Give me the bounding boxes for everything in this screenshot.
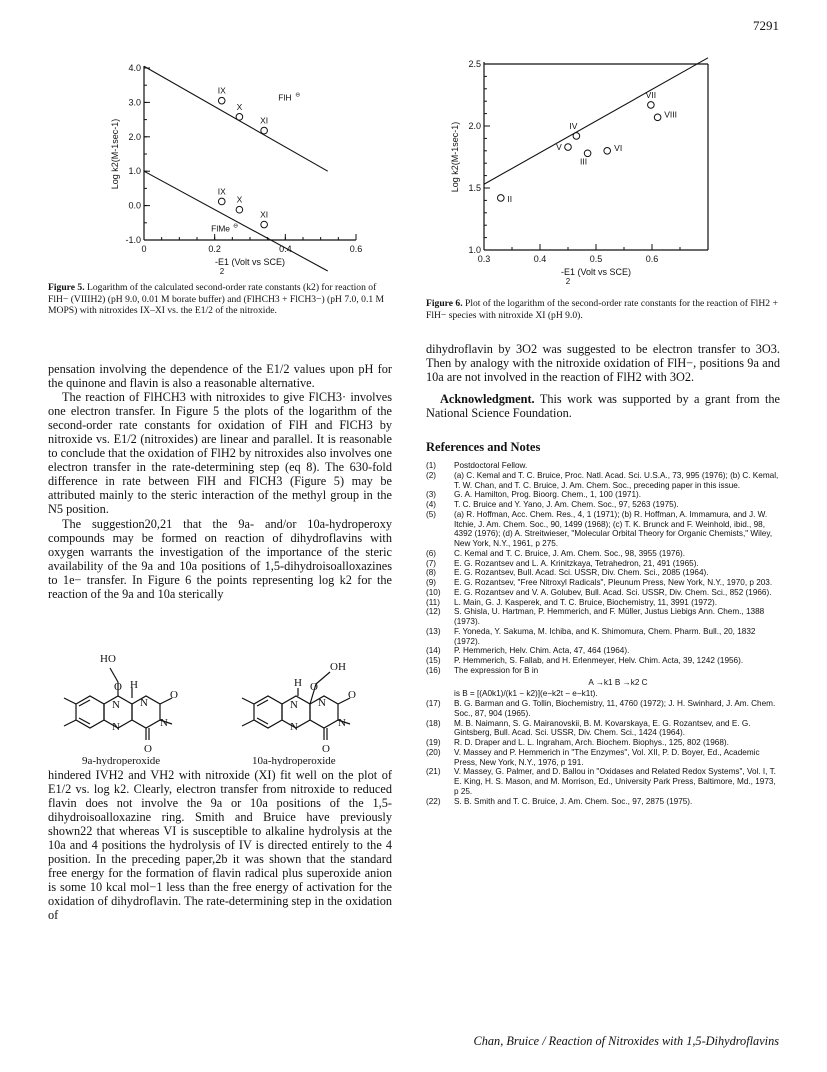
paragraph: pensation involving the dependence of the E1/2 values upon pH for the quinone and flavin is also a reasonable alternative. [48, 362, 392, 391]
reference-text: (a) R. Hoffman, Acc. Chem. Res., 4, 1 (1971); (b) R. Hoffman, A. Immamura, and J. W. Itchie, J. Am. Chem. Soc., 90, 1499 (1968); (c) T. K. Brunck and F. Weinhold, ibid., 98, 4392 (1976); (d) A. Streitwieser, "Molecular Orbital Theory for Organic Chemists," Wiley, New York, N.Y., 1961, p 275. [454, 509, 773, 548]
reference-number: (14) [426, 646, 441, 656]
data-point [261, 221, 268, 228]
left-column-text-continued [48, 768, 392, 923]
reference-item [426, 627, 782, 647]
reference-text: E. G. Rozantsev and L. A. Krinitzkaya, Tetrahedron, 21, 491 (1965). [454, 558, 699, 568]
data-point [236, 206, 243, 213]
x-axis-label-subscript: 2 [219, 267, 225, 276]
x-tick-label: 0.3 [477, 254, 491, 264]
series-label-flh-charge: ⊖ [295, 92, 301, 99]
label-h: H [130, 679, 138, 691]
reference-number: (10) [426, 587, 441, 597]
reference-item [426, 699, 782, 719]
figure-6-caption-label: Figure 6. [426, 298, 463, 309]
paragraph: The reaction of FlHCH3 with nitroxides to give FlCH3· involves one electron transfer. In Figure 5 the plots of the logarithm of the second-order rate constants for oxidation of FlH and FlCH3 by nitroxide vs. E1/2 (nitroxides) are linear and parallel. It is reasonable to conclude that the oxidation of FlH2 by nitroxides also involves one electron transfer in the rate-determining step (eq 8). The 630-fold difference in rate between FlH and FlCH3 (Figure 5) may be attributed mainly to the steric interaction of the methyl group in the N5 position. [48, 390, 392, 517]
x-tick-label: 0.4 [533, 254, 547, 264]
reference-item [426, 559, 782, 569]
reference-item [426, 646, 782, 656]
reference-item [426, 767, 782, 796]
reference-item [426, 490, 782, 500]
point-label: VI [614, 142, 623, 153]
data-point [604, 148, 611, 155]
y-tick-label: 1.0 [468, 245, 481, 255]
reference-number: (16) [426, 665, 441, 675]
reference-item [426, 568, 782, 578]
figure-6-caption [426, 298, 781, 321]
point-label: IV [569, 120, 578, 131]
label-o: O [348, 689, 356, 701]
paragraph: The suggestion20,21 that the 9a- and/or 10a-hydroperoxy compounds may be formed on reaction of dihydroflavins with oxygen warrants the investigation of the importance of the steric availability of the 9a and 10a positions of 1,5-dihydroisoalloxazines to 1e− transfer. In Figure 6 the points representing log k2 for the reaction of the 9a and 10a sterically [48, 516, 392, 601]
figure-5-caption-label: Figure 5. [48, 282, 85, 293]
structure-label-9a: 9a-hydroperoxide [82, 755, 161, 766]
reference-16-continuation: is B = [(A0k1)/(k1 − k2)](e−k2t − e−k1t). [454, 689, 598, 699]
fit-line [144, 171, 328, 271]
y-axis-label: Log k2(M-1sec-1) [450, 121, 460, 193]
reference-item [426, 666, 782, 676]
label-n: N [112, 721, 120, 733]
reference-number: (3) [426, 490, 437, 500]
data-point [654, 114, 661, 121]
reference-text: P. Hemmerich, Helv. Chim. Acta, 47, 464 (1964). [454, 646, 630, 656]
reference-number: (4) [426, 500, 437, 509]
reference-number: (7) [426, 558, 437, 568]
reference-item [426, 719, 782, 739]
reference-number: (20) [426, 747, 441, 757]
reference-text: F. Yoneda, Y. Sakuma, M. Ichiba, and K. Shimomura, Chem. Pharm. Bull., 20, 1832 (1972). [454, 626, 756, 646]
figure-5-caption [48, 282, 393, 317]
reference-text: L. Main, G. J. Kasperek, and T. C. Bruice, Biochemistry, 11, 3991 (1972). [454, 597, 718, 607]
reference-item [426, 607, 782, 627]
reference-number: (18) [426, 718, 441, 728]
reference-number: (22) [426, 796, 441, 806]
label-n: N [290, 721, 298, 733]
label-o: O [310, 681, 318, 693]
fit-line [484, 58, 708, 184]
point-label: IX [217, 85, 226, 96]
structure-label-10a: 10a-hydroperoxide [252, 755, 336, 766]
series-label-flme: FlMe [211, 223, 231, 234]
references-list [426, 461, 782, 806]
x-tick-label: 0.5 [589, 254, 603, 264]
reference-text: (a) C. Kemal and T. C. Bruice, Proc. Natl. Acad. Sci. U.S.A., 73, 995 (1976); (b) C. Kemal, T. W. Chan, and T. C. Bruice, J. Am. Chem. Soc., preceding paper in this issue. [454, 470, 779, 490]
x-tick-label: 0.6 [645, 254, 659, 264]
reference-number: (15) [426, 656, 441, 665]
y-tick-label: 2.0 [128, 131, 141, 142]
y-tick-label: 1.0 [128, 166, 141, 177]
reference-text: Postdoctoral Fellow. [454, 461, 528, 470]
label-o: O [144, 743, 152, 755]
label-o: O [170, 689, 178, 701]
reference-text: E. G. Rozantsev, Bull. Acad. Sci. USSR, Div. Chem. Sci., 2085 (1964). [454, 568, 709, 578]
running-footer: Chan, Bruice / Reaction of Nitroxides with 1,5-Dihydroflavins [473, 1034, 779, 1048]
point-label: IX [217, 186, 226, 197]
label-n: N [318, 697, 326, 709]
reference-item [426, 588, 782, 598]
reference-number: (11) [426, 597, 440, 607]
reference-number: (1) [426, 461, 437, 470]
reference-text: P. Hemmerich, S. Fallab, and H. Erlenmeyer, Helv. Chim. Acta, 39, 1242 (1956). [454, 656, 744, 665]
reference-item [426, 797, 782, 807]
label-o: O [114, 681, 122, 693]
point-label: X [236, 194, 243, 205]
reference-text: B. G. Barman and G. Tollin, Biochemistry, 11, 4760 (1972); J. H. Swinhard, J. Am. Chem. Soc., 87, 904 (1965). [454, 699, 776, 718]
figure-6-chart [434, 50, 724, 290]
y-tick-label: 0.0 [128, 200, 141, 211]
x-tick-label: 0 [141, 244, 147, 254]
y-tick-label: 1.5 [468, 183, 481, 193]
y-tick-label: 3.0 [128, 97, 141, 108]
data-point [573, 133, 580, 140]
x-axis-label-subscript: 2 [565, 277, 571, 286]
label-ho: HO [100, 653, 116, 665]
reference-item [426, 748, 782, 768]
label-oh: OH [330, 661, 346, 673]
label-h: H [294, 677, 302, 689]
figure-6-caption-text: Plot of the logarithm of the second-order rate constants for the reaction of FlH2 + FlH− species with nitroxide XI (pH 9.0). [426, 298, 778, 321]
paragraph: hindered IVH2 and VH2 with nitroxide (XI) fit well on the plot of E1/2 vs. log k2. Clearly, electron transfer from nitroxide to reduced flavin does not involve the 9a or 10a positions of the 1,5-dihydroisoalloxazine ring. Smith and Bruice have previously shown22 that whereas VI is susceptible to alkaline hydrolysis at the 10a and 4 positions the hydrolysis of IV is directed entirely to the 4 position. In the preceding paper,2b it was shown that the standard free energy for the formation of flavin radical plus superoxide anion is some 10 kcal mol−1 less than the free energy of activation for the oxidation of dihydroflavin. The rate-determining step in the oxidation of [48, 768, 392, 923]
label-n: N [338, 717, 346, 729]
reference-number: (6) [426, 548, 437, 558]
reference-item [426, 471, 782, 491]
series-label-flme-charge: ⊖ [233, 223, 239, 230]
reference-text: S. B. Smith and T. C. Bruice, J. Am. Chem. Soc., 97, 2875 (1975). [454, 796, 693, 806]
data-point [236, 114, 243, 121]
point-label: V [556, 142, 562, 153]
data-point [218, 97, 225, 104]
reference-item [426, 549, 782, 559]
figure-5-chart [88, 50, 388, 280]
page-number: 7291 [753, 18, 779, 33]
paragraph: dihydroflavin by 3O2 was suggested to be electron transfer to 3O3. Then by analogy with the nitroxide oxidation of FlH−, positions 9a and 10a are not involved in the reaction of FlH2 with 3O2. [426, 342, 780, 385]
label-n: N [140, 697, 148, 709]
y-tick-label: 4.0 [128, 63, 141, 73]
reference-number: (9) [426, 578, 437, 587]
reference-number: (2) [426, 470, 437, 480]
acknowledgment-text: This work was supported by a grant from the National Science Foundation. [426, 392, 780, 421]
reference-number: (8) [426, 568, 437, 578]
point-label: II [507, 193, 513, 204]
point-label: III [580, 156, 588, 167]
reference-item [426, 510, 782, 549]
y-tick-label: -1.0 [125, 235, 141, 245]
references-heading: References and Notes [426, 440, 541, 454]
point-label: XI [260, 209, 269, 220]
reference-number: (17) [426, 699, 441, 708]
acknowledgment-label: Acknowledgment. [440, 392, 535, 407]
reference-text: T. C. Bruice and Y. Yano, J. Am. Chem. Soc., 97, 5263 (1975). [454, 500, 679, 509]
data-point [498, 195, 505, 202]
reference-text: V. Massey, G. Palmer, and D. Ballou in "Oxidases and Related Redox Systems", Vol. I, T. E. King, H. S. Mason, and M. Morrison, Ed., University Park Press, Baltimore, Md., 1973, p 25. [454, 767, 776, 796]
y-tick-label: 2.5 [468, 59, 481, 69]
reference-number: (12) [426, 607, 441, 617]
y-tick-label: 2.0 [468, 121, 481, 131]
reference-text: S. Ghisla, U. Hartman, P. Hemmerich, and F. Müller, Justus Liebigs Ann. Chem., 1388 (1973). [454, 607, 765, 626]
x-tick-label: 0.6 [349, 244, 363, 254]
series-label-flh: FlH [278, 92, 292, 103]
point-label: X [236, 101, 243, 112]
right-column-text [426, 342, 780, 420]
reference-text: M. B. Naimann, S. G. Mairanovskii, B. M. Kovarskaya, E. G. Rozantsev, and E. G. Gintsberg, Bull. Acad. Sci. USSR, Div. Chem. Sci., 1424 (1964). [454, 718, 751, 738]
figure-5-caption-text: Logarithm of the calculated second-order rate constants (k2) for reaction of FlH− (VIIIH2) (pH 9.0, 0.01 M borate buffer) and (FlHCH3 + FlCH3−) (pH 7.0, 0.1 M MOPS) with nitroxides IX–XI vs. the E1/2 of the nitroxide. [48, 282, 385, 316]
x-tick-label: 0.2 [208, 244, 221, 254]
point-label: VII [645, 89, 657, 100]
reference-item [426, 656, 782, 666]
label-n: N [112, 699, 120, 711]
reference-text: E. G. Rozantsev, "Free Nitroxyl Radicals", Pleunum Press, New York, N.Y., 1970, p 203. [454, 578, 773, 587]
reference-item [426, 578, 782, 588]
label-o: O [322, 743, 330, 755]
reference-item [426, 598, 782, 608]
x-axis-label: -E1 (Volt vs SCE) [560, 267, 632, 277]
reference-text: G. A. Hamilton, Prog. Bioorg. Chem., 1, 100 (1971). [454, 490, 642, 500]
data-point [648, 102, 655, 109]
reference-number: (13) [426, 626, 441, 636]
reference-item [426, 738, 782, 748]
reference-text: C. Kemal and T. C. Bruice, J. Am. Chem. Soc., 98, 3955 (1976). [454, 548, 686, 558]
reference-text: R. D. Draper and L. L. Ingraham, Arch. Biochem. Biophys., 125, 802 (1968). [454, 738, 729, 747]
hydroperoxide-structures [48, 648, 393, 766]
acknowledgment-paragraph [426, 392, 780, 420]
x-axis-label: -E1 (Volt vs SCE) [214, 257, 286, 267]
reference-number: (21) [426, 767, 441, 777]
reference-text: E. G. Rozantsev and V. A. Golubev, Bull. Acad. Sci. USSR, Div. Chem. Sci., 852 (1966). [454, 587, 772, 597]
reference-number: (19) [426, 738, 441, 747]
x-tick-label: 0.4 [279, 244, 292, 254]
y-axis-label: Log k2(M-1sec-1) [110, 118, 120, 190]
data-point [218, 198, 225, 205]
reference-text: V. Massey and P. Hemmerich in "The Enzymes", Vol. XII, P. D. Boyer, Ed., Academic Press, New York, N.Y., 1976, p 191. [454, 747, 760, 767]
data-point [565, 144, 572, 151]
point-label: XI [260, 115, 269, 126]
fit-line [144, 66, 328, 171]
reference-text: The expression for B in [454, 665, 539, 675]
label-n: N [160, 717, 168, 729]
label-n: N [290, 699, 298, 711]
point-label: VIII [664, 109, 677, 120]
reference-item [426, 461, 782, 471]
reference-number: (5) [426, 509, 437, 519]
left-column-text [48, 362, 392, 601]
data-point [261, 127, 268, 134]
reference-16-equation: A →k1 B →k2 C [588, 677, 648, 687]
reference-item [426, 500, 782, 510]
